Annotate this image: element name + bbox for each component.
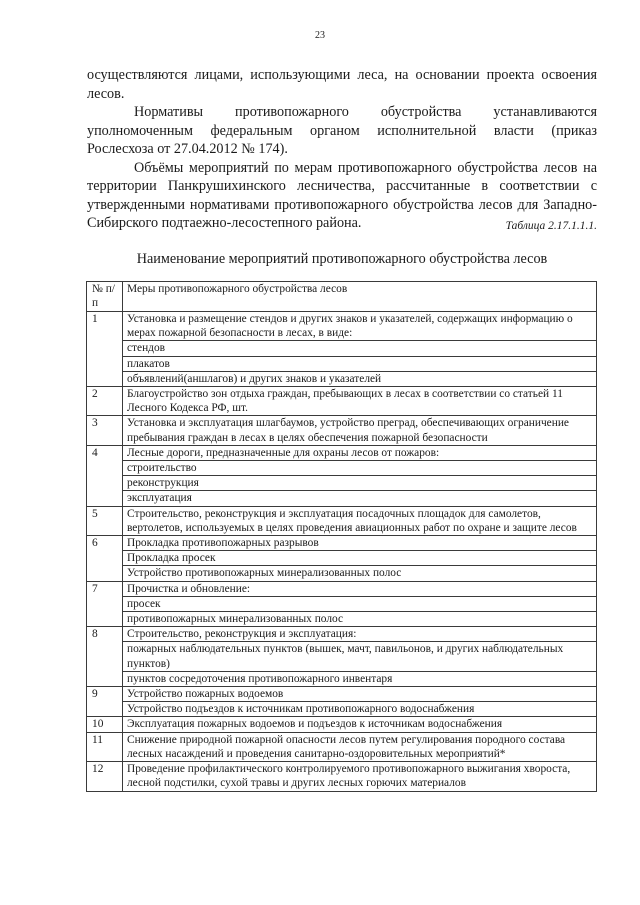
row-number: 1 [87, 312, 123, 387]
table-subrow [87, 551, 597, 566]
measure-subitem: просек [123, 596, 597, 611]
row-number: 8 [87, 627, 123, 687]
measure-text: Прокладка противопожарных разрывов [123, 536, 597, 551]
measure-text: Проведение профилактического контролируемого противопожарного выжигания хвороста, лесной подстилки, сухой травы и других лесных горючих материалов [123, 762, 597, 791]
measure-text: Строительство, реконструкция и эксплуатация посадочных площадок для самолетов, вертолетов, используемых в целях проведения авиационных работ по охране и защите лесов [123, 506, 597, 535]
table-subrow [87, 476, 597, 491]
measure-subitem: пунктов сосредоточения противопожарного инвентаря [123, 671, 597, 686]
row-number: 3 [87, 416, 123, 445]
table-subrow [87, 356, 597, 371]
table-subrow [87, 491, 597, 506]
measure-subitem: Устройство противопожарных минерализованных полос [123, 566, 597, 581]
measure-text: Эксплуатация пожарных водоемов и подъездов к источникам водоснабжения [123, 717, 597, 732]
body-text [87, 66, 597, 233]
measure-subitem: стендов [123, 341, 597, 356]
measure-subitem: пожарных наблюдательных пунктов (вышек, мачт, павильонов, и других наблюдательных пунктов) [123, 642, 597, 671]
table-body [87, 282, 597, 792]
fire-measures-table [86, 281, 597, 792]
row-number: 10 [87, 717, 123, 732]
measure-text: Лесные дороги, предназначенные для охраны лесов от пожаров: [123, 445, 597, 460]
table-subrow [87, 612, 597, 627]
row-number: 11 [87, 732, 123, 761]
row-number: 6 [87, 536, 123, 582]
measure-subitem: реконструкция [123, 476, 597, 491]
page-number: 23 [315, 30, 325, 41]
table-subrow [87, 341, 597, 356]
table-row [87, 536, 597, 551]
row-number: 9 [87, 687, 123, 717]
measure-subitem: строительство [123, 461, 597, 476]
table-row [87, 687, 597, 702]
table-subrow [87, 671, 597, 686]
table-row [87, 445, 597, 460]
header-number: № п/п [87, 282, 123, 312]
table-header-row [87, 282, 597, 312]
table-row [87, 762, 597, 791]
row-number: 2 [87, 387, 123, 416]
measure-text: Установка и эксплуатация шлагбаумов, устройство преград, обеспечивающих ограничение пребывания граждан в лесах в целях обеспечения пожарной безопасности [123, 416, 597, 445]
table-row [87, 416, 597, 445]
table-row [87, 717, 597, 732]
measure-subitem: объявлений(аншлагов) и других знаков и указателей [123, 371, 597, 386]
header-measure: Меры противопожарного обустройства лесов [123, 282, 597, 312]
measure-subitem: противопожарных минерализованных полос [123, 612, 597, 627]
table-row [87, 312, 597, 341]
row-number: 4 [87, 445, 123, 506]
measure-text: Строительство, реконструкция и эксплуатация: [123, 627, 597, 642]
measure-subitem: Прокладка просек [123, 551, 597, 566]
table-subrow [87, 642, 597, 671]
table-caption: Таблица 2.17.1.1.1. [505, 220, 597, 232]
measure-subitem: плакатов [123, 356, 597, 371]
measure-text: Прочистка и обновление: [123, 581, 597, 596]
paragraph-volumes: Объёмы мероприятий по мерам противопожарного обустройства лесов на территории Панкрушихинского лесничества, рассчитанные в соответствии с утвержденными нормативами противопожарного обустройства лесов для Западно-Сибирского подтаежно-лесостепного района. [87, 159, 597, 231]
measure-subitem: эксплуатация [123, 491, 597, 506]
measure-text: Установка и размещение стендов и других знаков и указателей, содержащих информацию о мерах пожарной безопасности в лесах, в виде: [123, 312, 597, 341]
table-subrow [87, 566, 597, 581]
measure-text: Устройство пожарных водоемов [123, 687, 597, 702]
table-row [87, 387, 597, 416]
row-number: 7 [87, 581, 123, 627]
paragraph-norms: Нормативы противопожарного обустройства устанавливаются уполномоченным федеральным органом исполнительной власти (приказ Рослесхоза от 27.04.2012 № 174). [87, 104, 597, 157]
table-subrow [87, 596, 597, 611]
table-subrow [87, 702, 597, 717]
table-title: Наименование мероприятий противопожарного обустройства лесов [136, 251, 548, 267]
measure-text: Снижение природной пожарной опасности лесов путем регулирования породного состава лесных насаждений и проведения санитарно-оздоровительных мероприятий* [123, 732, 597, 761]
row-number: 5 [87, 506, 123, 535]
measure-text: Благоустройство зон отдыха граждан, пребывающих в лесах в соответствии со статьей 11 Лесного Кодекса РФ, шт. [123, 387, 597, 416]
measure-subitem: Устройство подъездов к источникам противопожарного водоснабжения [123, 702, 597, 717]
table-subrow [87, 371, 597, 386]
table-subrow [87, 461, 597, 476]
table-row [87, 627, 597, 642]
table-row [87, 732, 597, 761]
table-row [87, 506, 597, 535]
paragraph-continuation: осуществляются лицами, использующими леса, на основании проекта освоения лесов. [87, 67, 597, 102]
table-row [87, 581, 597, 596]
row-number: 12 [87, 762, 123, 791]
